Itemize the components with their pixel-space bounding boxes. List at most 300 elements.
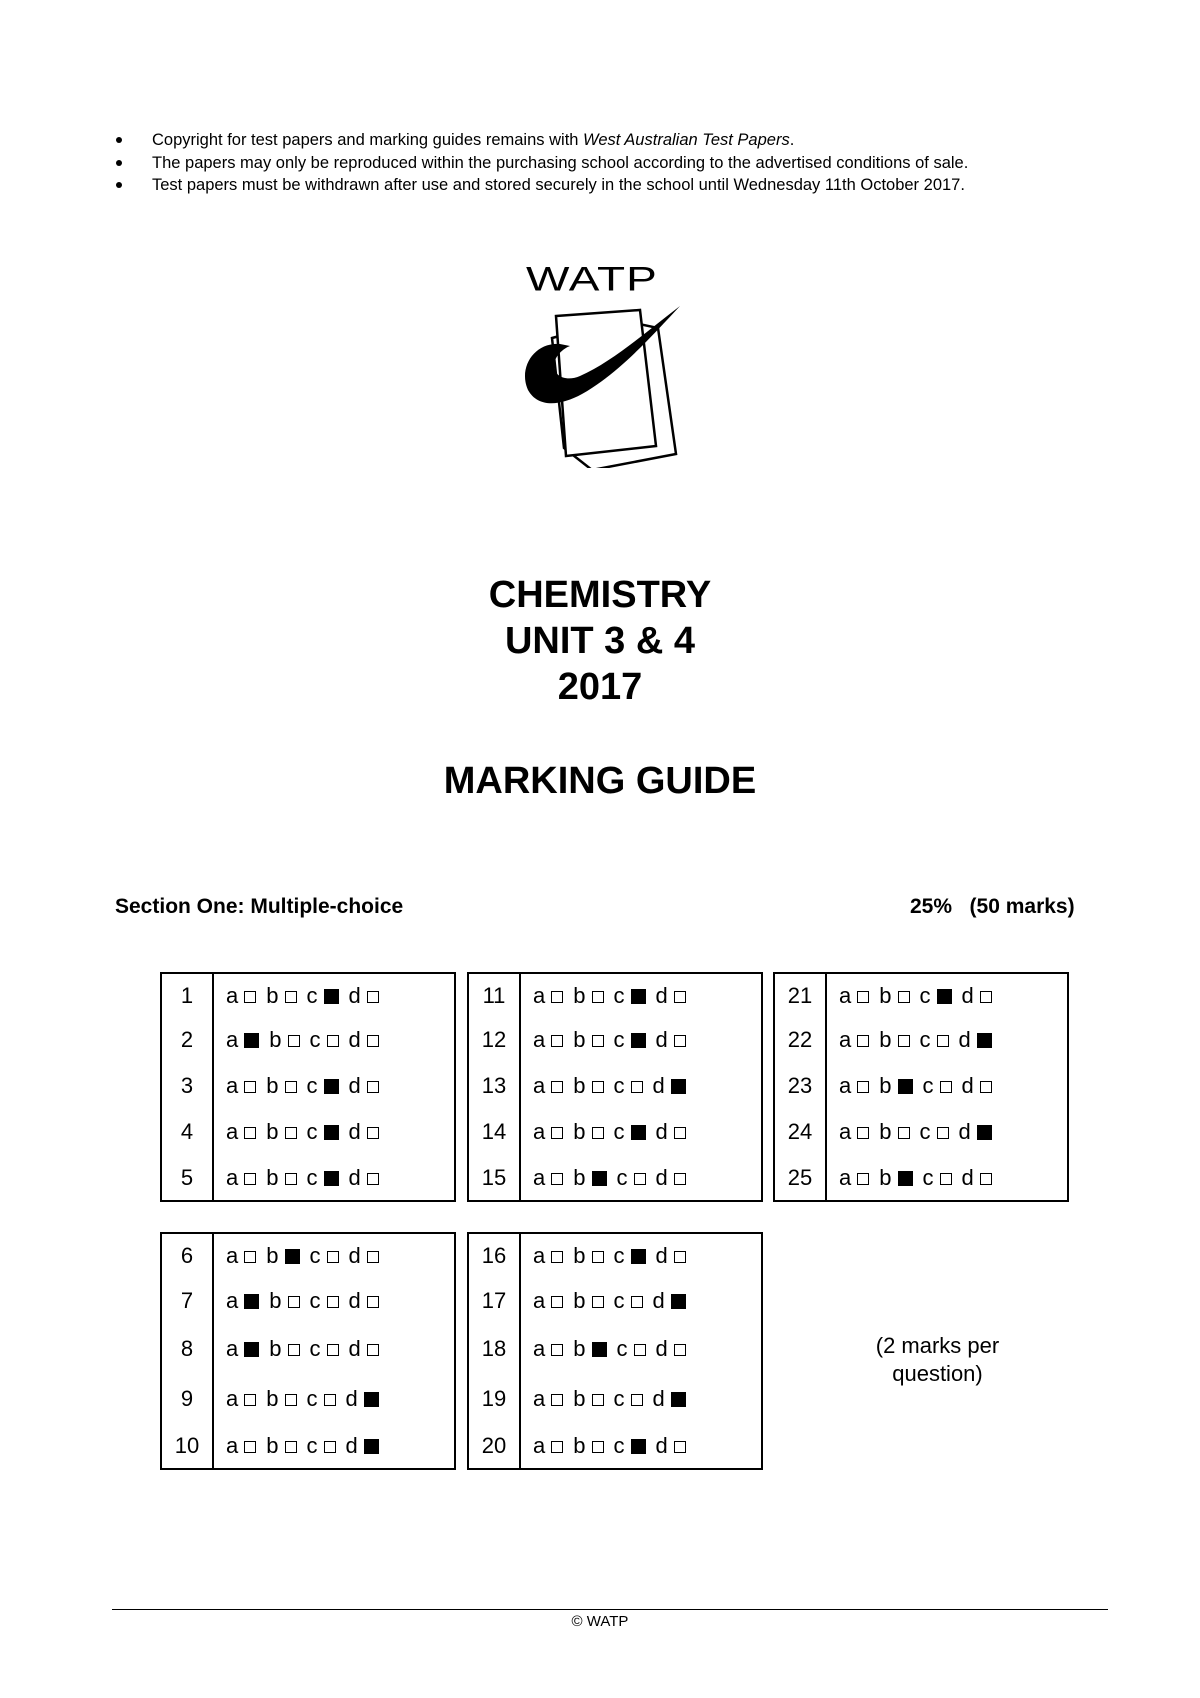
option-b bbox=[573, 1386, 603, 1412]
answer-box bbox=[244, 1441, 256, 1453]
selected-answer-box bbox=[244, 1033, 259, 1048]
option-letter: d bbox=[961, 1073, 974, 1098]
option-d bbox=[653, 1288, 686, 1314]
answer-box bbox=[592, 1394, 604, 1406]
question-number: 1 bbox=[161, 973, 213, 1017]
option-letter: a bbox=[533, 1287, 546, 1313]
option-letter: b bbox=[266, 982, 279, 1008]
option-a bbox=[226, 1433, 256, 1459]
selected-answer-box bbox=[324, 1079, 339, 1094]
answer-table bbox=[467, 1232, 763, 1470]
option-c bbox=[307, 983, 339, 1009]
option-letter: c bbox=[613, 1287, 625, 1313]
option-letter: b bbox=[266, 1243, 279, 1268]
option-letter: b bbox=[266, 1164, 279, 1190]
question-number: 21 bbox=[774, 973, 826, 1017]
option-a bbox=[226, 1027, 259, 1053]
answer-box bbox=[592, 991, 604, 1003]
option-a bbox=[226, 1119, 256, 1145]
answer-box bbox=[898, 1035, 910, 1047]
marks-note bbox=[860, 1332, 1015, 1388]
option-letter: b bbox=[879, 1073, 892, 1098]
footer-text: © WATP bbox=[571, 1613, 629, 1630]
answer-box bbox=[551, 1441, 563, 1453]
answer-box bbox=[980, 1173, 992, 1185]
option-c bbox=[614, 1433, 646, 1459]
option-letter: d bbox=[655, 1164, 668, 1190]
option-letter: b bbox=[879, 982, 892, 1008]
answer-row bbox=[774, 1155, 1068, 1201]
option-letter: d bbox=[958, 1027, 971, 1052]
answer-box bbox=[367, 991, 379, 1003]
option-letter: d bbox=[348, 1027, 361, 1052]
option-d bbox=[349, 1073, 379, 1099]
answer-box bbox=[367, 1081, 379, 1093]
selected-answer-box bbox=[977, 1033, 992, 1048]
option-letter: b bbox=[269, 1287, 282, 1313]
option-b bbox=[266, 1243, 299, 1269]
option-letter: d bbox=[655, 982, 668, 1008]
question-number: 11 bbox=[468, 973, 520, 1017]
answer-box bbox=[857, 1173, 869, 1185]
option-letter: c bbox=[613, 1386, 625, 1411]
answer-box bbox=[674, 1173, 686, 1185]
notice-item: Copyright for test papers and marking guides remains with West Australian Test Papers. bbox=[112, 129, 968, 152]
answer-options bbox=[520, 1017, 762, 1063]
answer-box bbox=[244, 1251, 256, 1263]
answer-box bbox=[857, 1081, 869, 1093]
selected-answer-box bbox=[898, 1171, 913, 1186]
option-letter: a bbox=[533, 1432, 546, 1458]
answer-options bbox=[520, 1155, 762, 1201]
option-d bbox=[653, 1386, 686, 1412]
option-letter: b bbox=[879, 1027, 892, 1052]
answer-row bbox=[468, 1423, 762, 1469]
option-letter: d bbox=[348, 1119, 361, 1144]
answer-options bbox=[520, 1323, 762, 1375]
option-c bbox=[307, 1386, 336, 1412]
option-b bbox=[573, 1243, 603, 1269]
option-c bbox=[614, 1386, 643, 1412]
option-b bbox=[266, 1386, 296, 1412]
question-number: 16 bbox=[468, 1233, 520, 1278]
answer-options bbox=[213, 1323, 455, 1375]
option-letter: c bbox=[309, 1243, 321, 1268]
marks-note-line: question) bbox=[892, 1361, 983, 1386]
answer-box bbox=[367, 1344, 379, 1356]
option-b bbox=[879, 983, 909, 1009]
question-number: 10 bbox=[161, 1423, 213, 1469]
answer-box bbox=[367, 1296, 379, 1308]
answer-options bbox=[826, 973, 1068, 1017]
option-c bbox=[923, 1165, 952, 1191]
section-weight: 25% (50 marks) bbox=[910, 895, 1075, 918]
question-number: 8 bbox=[161, 1323, 213, 1375]
answer-box bbox=[551, 1251, 563, 1263]
option-letter: d bbox=[655, 1027, 668, 1052]
option-b bbox=[269, 1027, 299, 1053]
option-letter: b bbox=[573, 1243, 586, 1268]
question-number: 19 bbox=[468, 1375, 520, 1423]
answer-box bbox=[940, 1173, 952, 1185]
option-c bbox=[617, 1165, 646, 1191]
answer-options bbox=[826, 1155, 1068, 1201]
option-letter: b bbox=[879, 1119, 892, 1144]
option-c bbox=[614, 1027, 646, 1053]
option-a bbox=[839, 1119, 869, 1145]
option-a bbox=[839, 1027, 869, 1053]
option-letter: d bbox=[655, 1432, 668, 1458]
answer-row bbox=[161, 1423, 455, 1469]
question-number: 7 bbox=[161, 1278, 213, 1323]
option-b bbox=[573, 1119, 603, 1145]
selected-answer-box bbox=[364, 1392, 379, 1407]
answer-box bbox=[244, 1394, 256, 1406]
notice-list bbox=[112, 129, 968, 197]
option-a bbox=[533, 983, 563, 1009]
answer-box bbox=[327, 1251, 339, 1263]
option-letter: c bbox=[306, 982, 318, 1008]
option-c bbox=[310, 1336, 339, 1362]
answer-options bbox=[520, 1278, 762, 1323]
question-number: 14 bbox=[468, 1109, 520, 1155]
option-c bbox=[310, 1027, 339, 1053]
option-letter: a bbox=[533, 1386, 546, 1411]
answer-box bbox=[285, 1081, 297, 1093]
option-d bbox=[346, 1433, 379, 1459]
selected-answer-box bbox=[324, 989, 339, 1004]
answer-options bbox=[213, 1063, 455, 1109]
option-b bbox=[879, 1073, 912, 1099]
option-letter: c bbox=[306, 1432, 318, 1458]
answer-row bbox=[468, 1375, 762, 1423]
answer-box bbox=[634, 1344, 646, 1356]
answer-box bbox=[857, 1035, 869, 1047]
answer-box bbox=[631, 1394, 643, 1406]
selected-answer-box bbox=[671, 1294, 686, 1309]
answer-options bbox=[520, 1423, 762, 1469]
answer-box bbox=[327, 1296, 339, 1308]
answer-options bbox=[213, 1375, 455, 1423]
answer-box bbox=[367, 1127, 379, 1139]
answer-row bbox=[161, 1278, 455, 1323]
answer-options bbox=[826, 1063, 1068, 1109]
option-a bbox=[533, 1073, 563, 1099]
option-letter: b bbox=[266, 1119, 279, 1144]
answer-options bbox=[213, 1155, 455, 1201]
answer-box bbox=[592, 1296, 604, 1308]
option-letter: a bbox=[226, 1336, 239, 1361]
option-d bbox=[349, 1243, 379, 1269]
option-letter: a bbox=[839, 1119, 852, 1144]
option-a bbox=[226, 1336, 259, 1362]
option-c bbox=[310, 1288, 339, 1314]
answer-row bbox=[161, 1063, 455, 1109]
option-d bbox=[656, 1433, 686, 1459]
option-letter: a bbox=[226, 1432, 239, 1458]
answer-box bbox=[857, 1127, 869, 1139]
option-letter: c bbox=[922, 1164, 934, 1190]
answer-box bbox=[285, 1441, 297, 1453]
option-d bbox=[349, 1336, 379, 1362]
answer-row bbox=[161, 1155, 455, 1201]
question-number: 4 bbox=[161, 1109, 213, 1155]
option-d bbox=[962, 1073, 992, 1099]
answer-options bbox=[213, 1423, 455, 1469]
answer-box bbox=[285, 991, 297, 1003]
footer-rule bbox=[112, 1609, 1108, 1610]
answer-row bbox=[161, 1109, 455, 1155]
selected-answer-box bbox=[631, 1033, 646, 1048]
answer-box bbox=[324, 1394, 336, 1406]
answer-box bbox=[631, 1081, 643, 1093]
question-number: 13 bbox=[468, 1063, 520, 1109]
option-letter: a bbox=[533, 1027, 546, 1052]
option-letter: a bbox=[226, 1119, 239, 1144]
option-c bbox=[920, 983, 952, 1009]
answer-box bbox=[244, 1127, 256, 1139]
question-number: 3 bbox=[161, 1063, 213, 1109]
option-letter: a bbox=[533, 1073, 546, 1098]
option-letter: d bbox=[348, 1243, 361, 1268]
option-letter: d bbox=[348, 1336, 361, 1361]
selected-answer-box bbox=[364, 1439, 379, 1454]
question-number: 5 bbox=[161, 1155, 213, 1201]
option-letter: d bbox=[958, 1119, 971, 1144]
answer-box bbox=[634, 1173, 646, 1185]
option-d bbox=[656, 1243, 686, 1269]
guide-title: MARKING GUIDE bbox=[443, 760, 757, 802]
answer-box bbox=[244, 991, 256, 1003]
answer-box bbox=[898, 991, 910, 1003]
option-d bbox=[349, 1119, 379, 1145]
option-letter: c bbox=[616, 1164, 628, 1190]
option-letter: b bbox=[573, 982, 586, 1008]
option-d bbox=[656, 1336, 686, 1362]
option-d bbox=[962, 983, 992, 1009]
answer-row bbox=[468, 973, 762, 1017]
option-c bbox=[920, 1119, 949, 1145]
option-d bbox=[349, 983, 379, 1009]
option-letter: a bbox=[226, 1027, 239, 1052]
answer-box bbox=[592, 1251, 604, 1263]
option-d bbox=[349, 1165, 379, 1191]
option-b bbox=[573, 1336, 606, 1362]
option-letter: d bbox=[655, 1336, 668, 1361]
guide-title-block bbox=[0, 758, 1200, 804]
option-letter: a bbox=[226, 1243, 239, 1268]
option-a bbox=[533, 1336, 563, 1362]
answer-table bbox=[467, 972, 763, 1202]
answer-box bbox=[551, 1081, 563, 1093]
answer-box bbox=[674, 1035, 686, 1047]
answer-box bbox=[592, 1035, 604, 1047]
option-letter: b bbox=[879, 1164, 892, 1190]
question-number: 17 bbox=[468, 1278, 520, 1323]
option-letter: a bbox=[839, 1073, 852, 1098]
answer-options bbox=[213, 1017, 455, 1063]
option-b bbox=[266, 1119, 296, 1145]
answer-options bbox=[520, 1233, 762, 1278]
option-letter: d bbox=[961, 1164, 974, 1190]
option-letter: b bbox=[266, 1386, 279, 1411]
option-c bbox=[614, 1119, 646, 1145]
option-c bbox=[310, 1243, 339, 1269]
answer-box bbox=[288, 1035, 300, 1047]
option-letter: c bbox=[919, 1119, 931, 1144]
option-letter: d bbox=[655, 1243, 668, 1268]
answer-options bbox=[213, 1233, 455, 1278]
answer-box bbox=[631, 1296, 643, 1308]
answer-options bbox=[213, 1278, 455, 1323]
answer-box bbox=[674, 991, 686, 1003]
subject-title: CHEMISTRY bbox=[488, 574, 712, 616]
answer-box bbox=[367, 1173, 379, 1185]
unit-title: UNIT 3 & 4 bbox=[504, 620, 696, 662]
option-b bbox=[573, 1433, 603, 1459]
selected-answer-box bbox=[898, 1079, 913, 1094]
answer-box bbox=[980, 991, 992, 1003]
section-label: Section One: Multiple-choice bbox=[115, 895, 404, 918]
option-d bbox=[656, 1027, 686, 1053]
answer-row bbox=[161, 1375, 455, 1423]
option-letter: c bbox=[306, 1119, 318, 1144]
option-letter: c bbox=[306, 1386, 318, 1411]
answer-row bbox=[774, 1017, 1068, 1063]
answer-box bbox=[857, 991, 869, 1003]
answer-row bbox=[774, 973, 1068, 1017]
option-a bbox=[839, 1165, 869, 1191]
option-letter: a bbox=[839, 1164, 852, 1190]
option-c bbox=[923, 1073, 952, 1099]
option-a bbox=[226, 1243, 256, 1269]
option-letter: b bbox=[573, 1119, 586, 1144]
question-number: 6 bbox=[161, 1233, 213, 1278]
option-a bbox=[533, 1243, 563, 1269]
answer-box bbox=[285, 1394, 297, 1406]
title-block bbox=[0, 572, 1200, 710]
selected-answer-box bbox=[977, 1125, 992, 1140]
option-a bbox=[839, 1073, 869, 1099]
option-d bbox=[656, 1165, 686, 1191]
option-letter: a bbox=[226, 1287, 239, 1313]
option-letter: b bbox=[573, 1386, 586, 1411]
answer-options bbox=[826, 1109, 1068, 1155]
option-letter: b bbox=[573, 1164, 586, 1190]
selected-answer-box bbox=[592, 1171, 607, 1186]
option-b bbox=[573, 1165, 606, 1191]
option-a bbox=[533, 1433, 563, 1459]
question-number: 12 bbox=[468, 1017, 520, 1063]
option-c bbox=[920, 1027, 949, 1053]
option-d bbox=[349, 1288, 379, 1314]
answer-options bbox=[520, 1109, 762, 1155]
selected-answer-box bbox=[244, 1294, 259, 1309]
question-number: 22 bbox=[774, 1017, 826, 1063]
question-number: 24 bbox=[774, 1109, 826, 1155]
answer-box bbox=[367, 1035, 379, 1047]
option-b bbox=[266, 1433, 296, 1459]
option-letter: d bbox=[348, 1287, 361, 1313]
tick-papers-icon bbox=[520, 258, 700, 468]
selected-answer-box bbox=[631, 1249, 646, 1264]
marks-note-line: (2 marks per bbox=[875, 1333, 1000, 1358]
watp-logo bbox=[520, 258, 700, 468]
answer-box bbox=[674, 1441, 686, 1453]
option-letter: c bbox=[919, 1027, 931, 1052]
answer-box bbox=[288, 1344, 300, 1356]
option-c bbox=[307, 1165, 339, 1191]
option-letter: d bbox=[652, 1073, 665, 1098]
answer-box bbox=[288, 1296, 300, 1308]
answer-row bbox=[161, 1233, 455, 1278]
option-letter: c bbox=[613, 1243, 625, 1268]
answer-box bbox=[592, 1081, 604, 1093]
answer-options bbox=[213, 1109, 455, 1155]
option-b bbox=[269, 1288, 299, 1314]
option-letter: d bbox=[961, 982, 974, 1008]
option-a bbox=[226, 1288, 259, 1314]
option-letter: c bbox=[309, 1287, 321, 1313]
option-letter: c bbox=[613, 1432, 625, 1458]
option-letter: d bbox=[348, 1164, 361, 1190]
option-a bbox=[226, 983, 256, 1009]
selected-answer-box bbox=[631, 1125, 646, 1140]
option-d bbox=[959, 1119, 992, 1145]
option-c bbox=[614, 1288, 643, 1314]
selected-answer-box bbox=[671, 1079, 686, 1094]
option-letter: a bbox=[226, 1073, 239, 1098]
answer-box bbox=[592, 1441, 604, 1453]
answer-options bbox=[826, 1017, 1068, 1063]
answer-box bbox=[551, 1296, 563, 1308]
selected-answer-box bbox=[592, 1342, 607, 1357]
option-b bbox=[573, 1027, 603, 1053]
option-a bbox=[533, 1027, 563, 1053]
question-number: 2 bbox=[161, 1017, 213, 1063]
option-letter: b bbox=[573, 1336, 586, 1361]
option-a bbox=[533, 1165, 563, 1191]
selected-answer-box bbox=[285, 1249, 300, 1264]
option-letter: d bbox=[348, 982, 361, 1008]
option-b bbox=[879, 1119, 909, 1145]
option-letter: b bbox=[269, 1027, 282, 1052]
option-letter: a bbox=[533, 982, 546, 1008]
option-letter: d bbox=[345, 1386, 358, 1411]
answer-row bbox=[468, 1017, 762, 1063]
logo-text: WATP bbox=[526, 258, 658, 298]
option-letter: b bbox=[573, 1432, 586, 1458]
option-letter: c bbox=[919, 982, 931, 1008]
answer-box bbox=[551, 1035, 563, 1047]
answer-row bbox=[468, 1278, 762, 1323]
answer-table bbox=[160, 1232, 456, 1470]
option-letter: c bbox=[613, 1119, 625, 1144]
option-b bbox=[266, 1073, 296, 1099]
option-b bbox=[266, 1165, 296, 1191]
year-title: 2017 bbox=[557, 666, 643, 708]
answer-options bbox=[520, 1375, 762, 1423]
answer-row bbox=[468, 1155, 762, 1201]
answer-box bbox=[551, 1127, 563, 1139]
answer-box bbox=[674, 1344, 686, 1356]
option-letter: d bbox=[652, 1386, 665, 1411]
answer-box bbox=[327, 1344, 339, 1356]
option-d bbox=[349, 1027, 379, 1053]
answer-options bbox=[213, 973, 455, 1017]
answer-row bbox=[161, 973, 455, 1017]
answer-box bbox=[898, 1127, 910, 1139]
